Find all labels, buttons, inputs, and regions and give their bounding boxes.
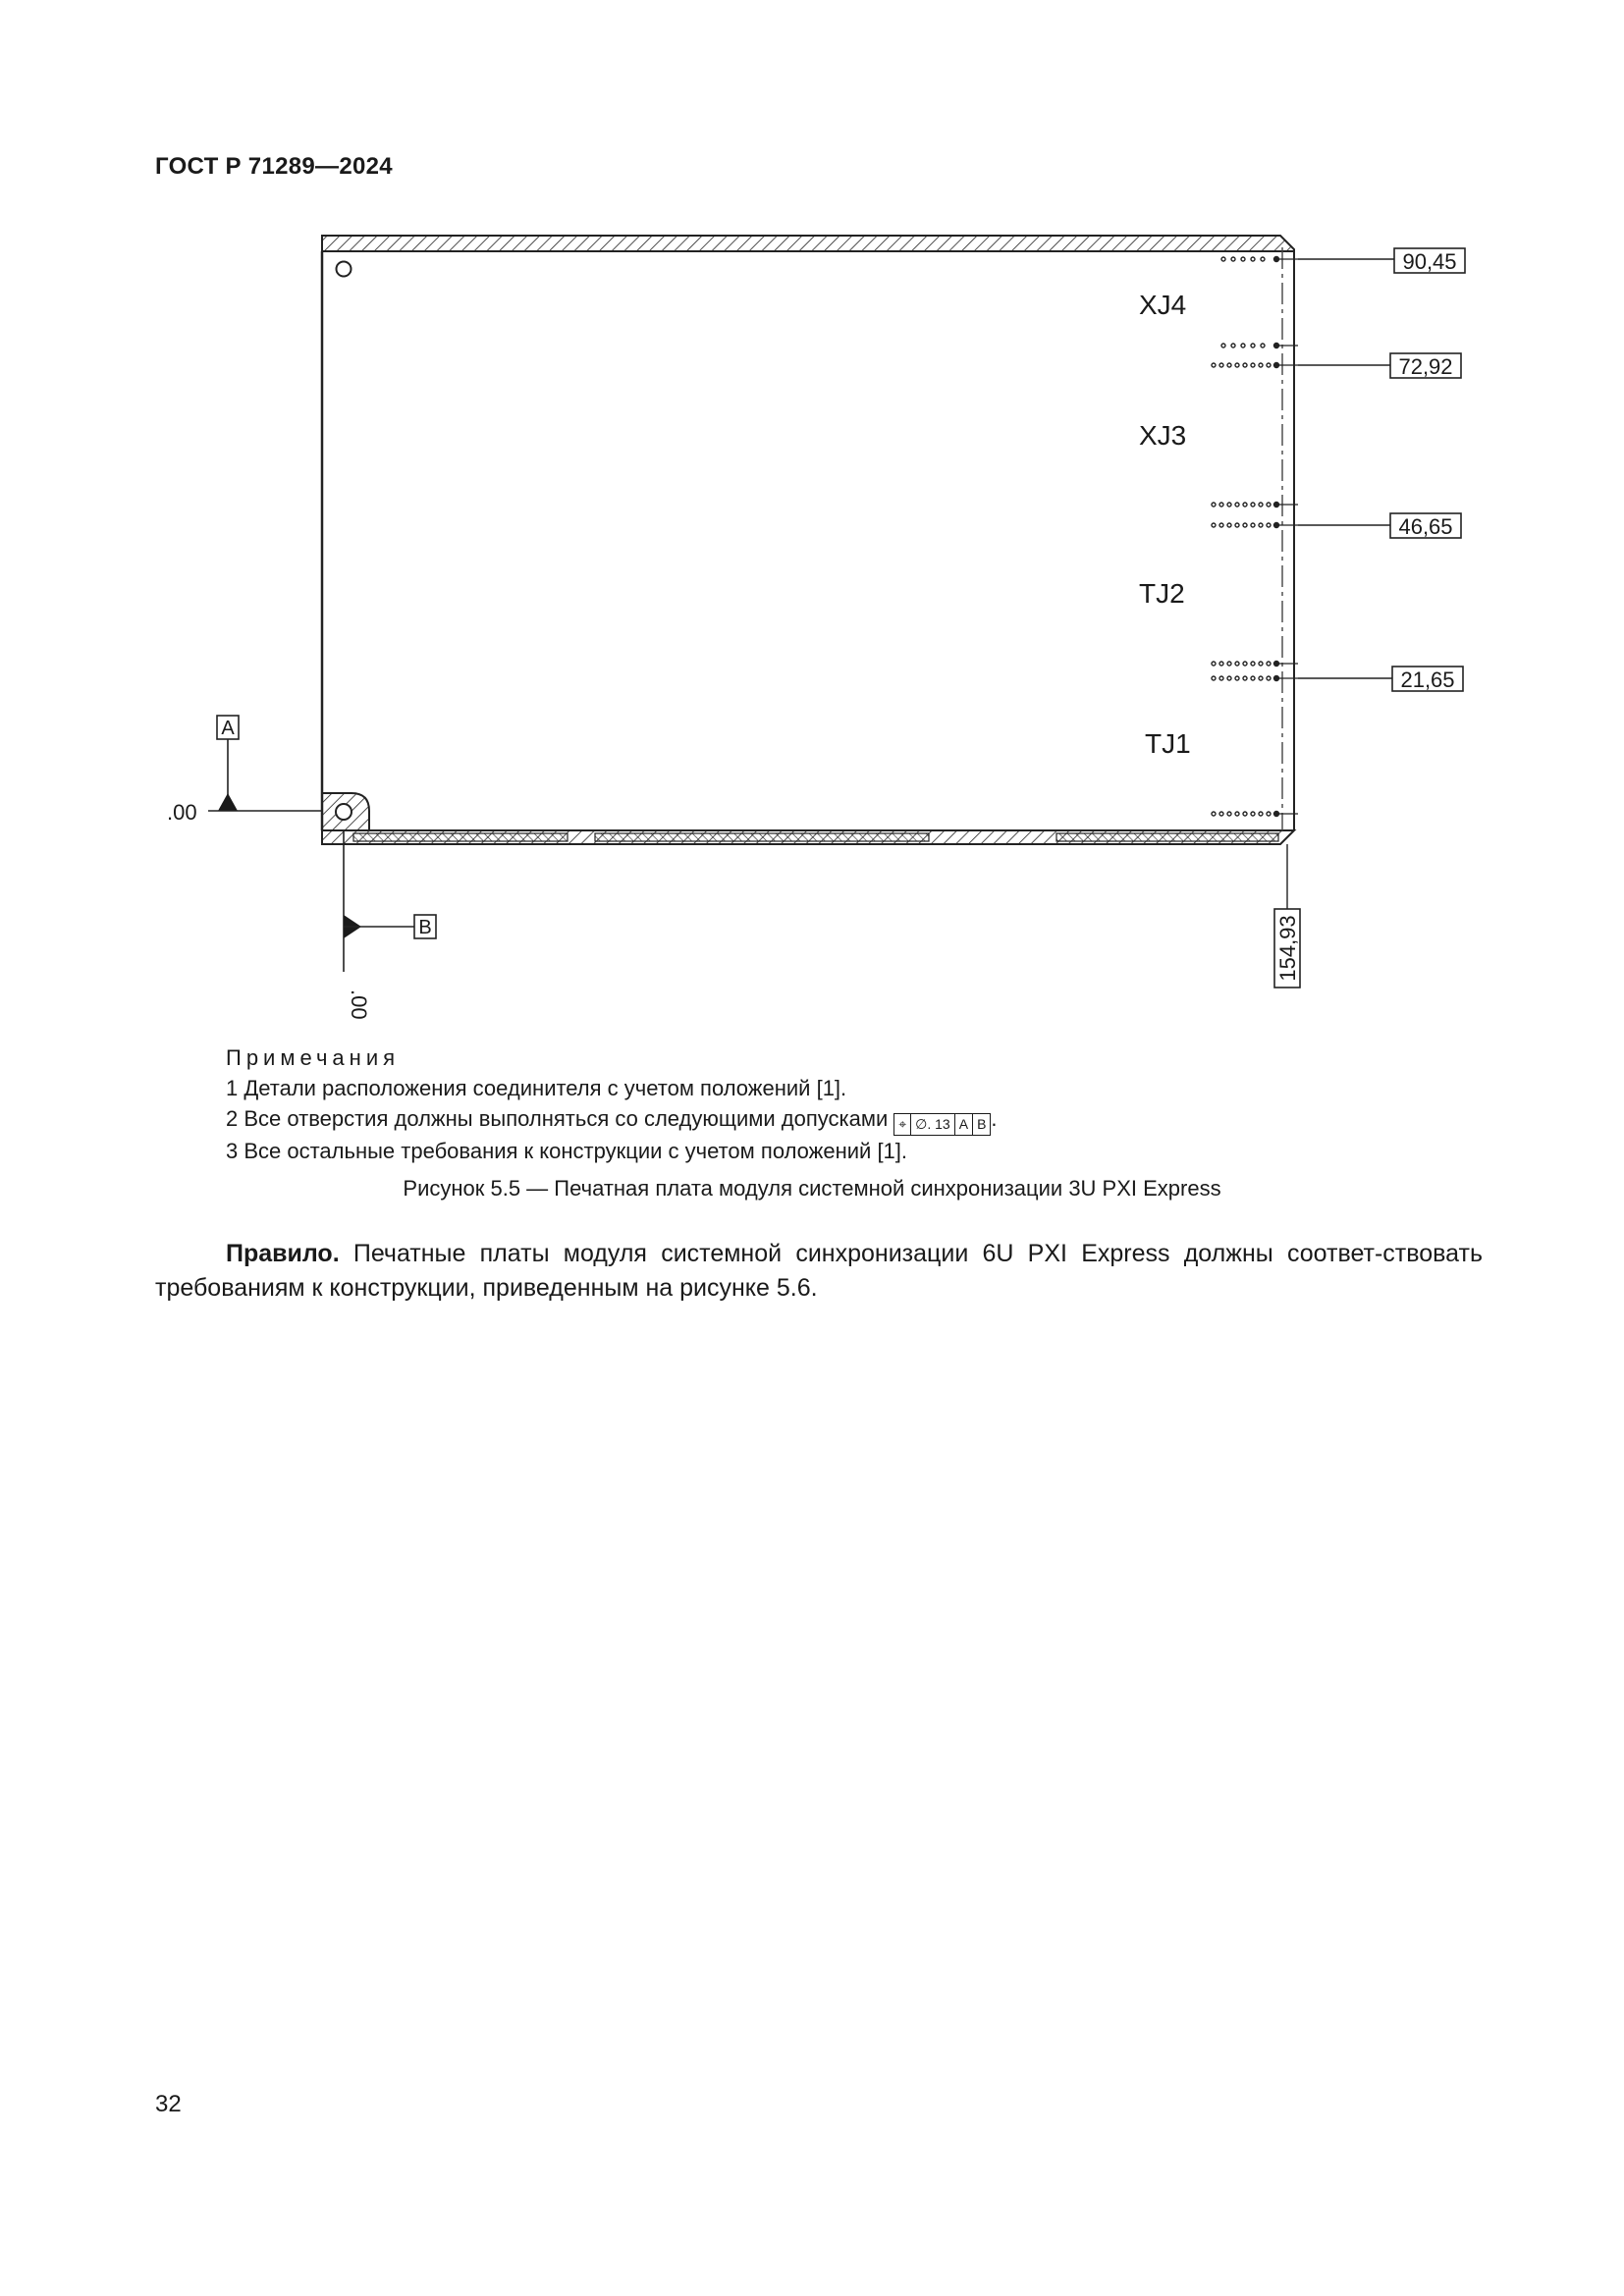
datum-a xyxy=(167,716,322,825)
pcb-drawing xyxy=(0,0,1624,1021)
connector-label-tj2: TJ2 xyxy=(1139,578,1185,609)
pin-row-tj2-b xyxy=(1212,523,1279,528)
tolerance-datum-b: B xyxy=(972,1114,990,1135)
rule-label: Правило. xyxy=(226,1240,340,1267)
datum-b-label: B xyxy=(418,917,432,938)
connector-label-xj4: XJ4 xyxy=(1139,290,1187,320)
note-item-2-end: . xyxy=(991,1106,998,1131)
datum-a-label: A xyxy=(221,718,235,739)
connector-label-xj3: XJ3 xyxy=(1139,420,1187,451)
note-item-1: 1 Детали расположения соединителя с учетом положений [1]. xyxy=(226,1076,847,1100)
pin-row-tj1-b xyxy=(1212,676,1279,681)
position-icon: ⌖ xyxy=(898,1116,907,1132)
pin-row-tj1-bottom xyxy=(1212,812,1279,817)
dimension-label: 154,93 xyxy=(1275,915,1300,982)
tolerance-frame xyxy=(893,1113,991,1136)
dimension-label: 72,92 xyxy=(1398,354,1453,379)
pin-row-xj3-a xyxy=(1221,344,1279,348)
dimension-46-65 xyxy=(1298,513,1461,539)
mounting-hole-top xyxy=(337,262,352,277)
figure-caption: Рисунок 5.5 — Печатная плата модуля системной синхронизации 3U PXI Express xyxy=(403,1176,1221,1201)
dimension-154-93 xyxy=(1274,844,1300,988)
dimension-label: 90,45 xyxy=(1402,249,1457,274)
notes-block xyxy=(226,1042,998,1166)
connector-label-tj1: TJ1 xyxy=(1145,728,1191,759)
dimension-21-65 xyxy=(1298,667,1463,692)
tolerance-value: ∅. 13 xyxy=(910,1114,954,1135)
datum-b xyxy=(344,830,436,1020)
page-number: 32 xyxy=(155,2091,182,2117)
origin-b-label: .00 xyxy=(347,989,371,1020)
connector-pins xyxy=(1212,257,1298,817)
pin-row-xj3-b xyxy=(1212,363,1279,368)
dimension-90-45 xyxy=(1298,248,1465,274)
dimension-label: 21,65 xyxy=(1400,667,1455,692)
mounting-hole-corner xyxy=(322,793,369,830)
note-item-2 xyxy=(226,1103,998,1136)
rule-text: Печатные платы модуля системной синхронизации 6U PXI Express должны соответ-ствовать требованиям к конструкции, приведенным на рисунке 5.6. xyxy=(155,1240,1483,1302)
notes-title: Примечания xyxy=(226,1045,401,1070)
document-header: ГОСТ Р 71289—2024 xyxy=(155,153,393,180)
note-item-3: 3 Все остальные требования к конструкции с учетом положений [1]. xyxy=(226,1139,908,1163)
dimension-72-92 xyxy=(1298,353,1461,379)
tolerance-datum-a: A xyxy=(954,1114,972,1135)
bottom-guide-rail xyxy=(322,830,1294,844)
note-item-2-text: 2 Все отверстия должны выполняться со следующими допусками xyxy=(226,1106,889,1131)
dimension-label: 46,65 xyxy=(1398,514,1453,539)
pin-row-xj4-top xyxy=(1221,257,1279,262)
origin-a-label: .00 xyxy=(167,800,197,825)
pin-row-tj2-a xyxy=(1212,503,1279,507)
pin-row-tj1-a xyxy=(1212,662,1279,667)
rule-paragraph xyxy=(155,1237,1483,1306)
top-guide-rail xyxy=(322,236,1294,251)
